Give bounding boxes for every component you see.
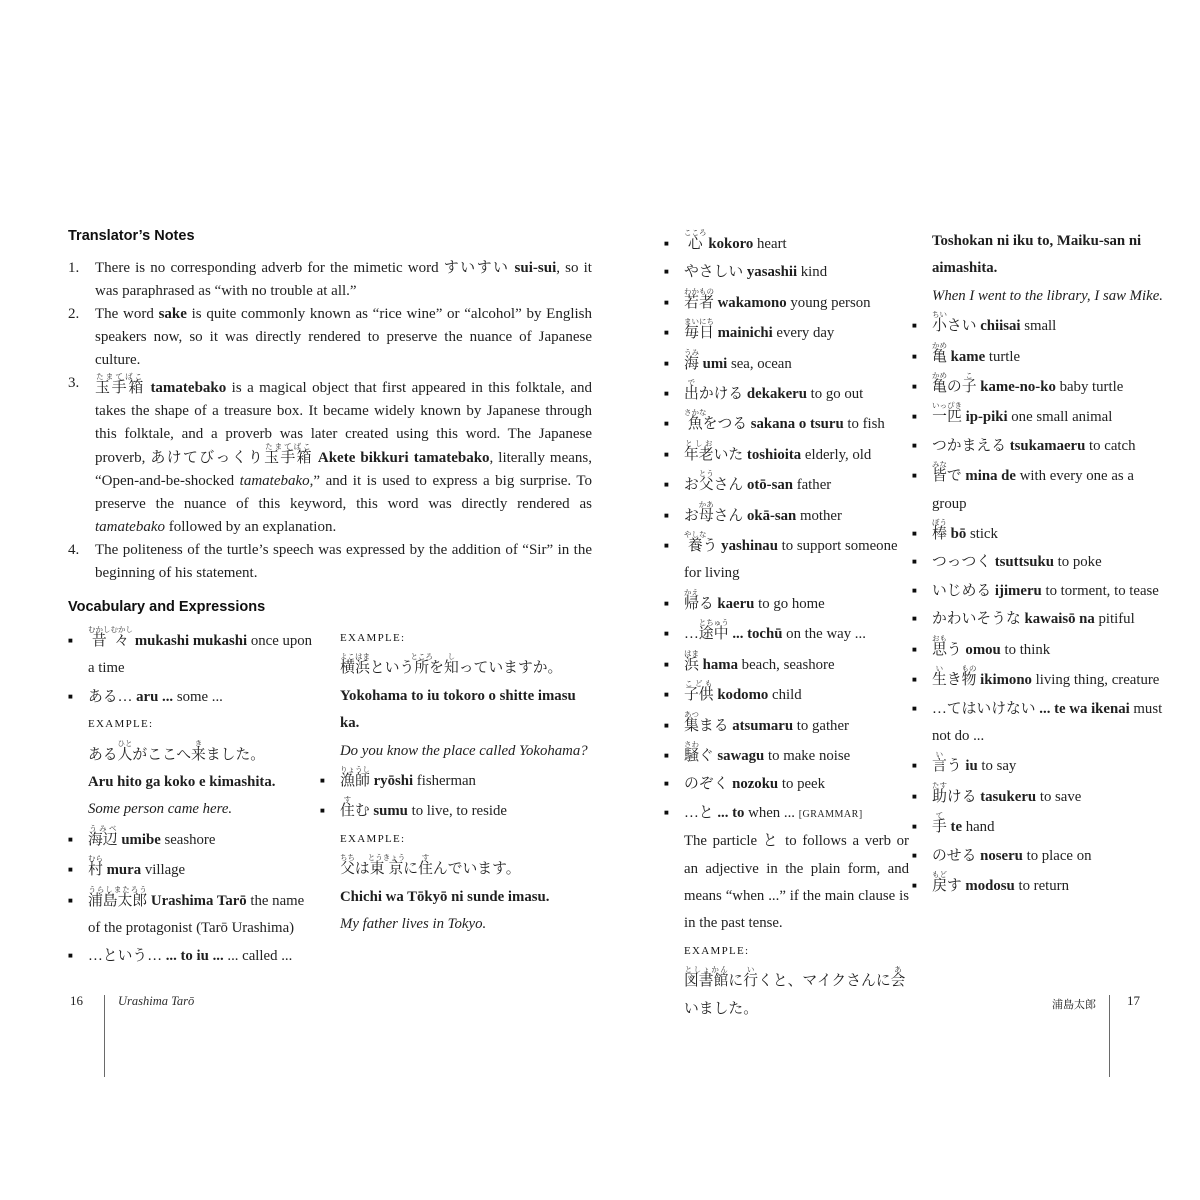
example-translation: When I went to the library, I saw Mike.: [932, 287, 1163, 304]
vocab-japanese: 海辺うみべ: [88, 823, 118, 848]
note-item: [68, 539, 592, 585]
vocab-japanese: お父とうさん: [684, 469, 744, 494]
vocab-entry: [664, 679, 909, 709]
vocab-gloss: fisherman: [416, 773, 476, 790]
vocab-entry: [912, 341, 1164, 371]
vocab-entry: [68, 854, 320, 884]
note-number: 1.: [68, 260, 80, 276]
vocab-gloss: to say: [981, 758, 1017, 775]
vocab-japanese: 漁師りょうし: [340, 765, 370, 790]
vocab-entry: [664, 228, 909, 258]
vocab-example: [68, 711, 320, 824]
bullet-square-icon: ■: [912, 791, 917, 801]
vocab-romaji: ryōshi: [373, 773, 414, 790]
vocab-gloss: ... called ...: [227, 948, 293, 965]
bullet-square-icon: ■: [912, 675, 917, 685]
vocab-entry: [664, 408, 909, 438]
vocab-gloss: child: [772, 687, 802, 704]
vocab-gloss: to support someone for living: [684, 538, 898, 582]
example-romaji: Chichi wa Tōkyō ni sunde imasu.: [340, 888, 550, 905]
vocab-japanese: 助たすける: [932, 780, 977, 805]
vocab-japanese: 子供こども: [684, 679, 714, 704]
vocab-japanese: つっつく: [932, 554, 992, 571]
translators-notes-section: [68, 228, 592, 585]
vocab-japanese: 亀かめ: [932, 340, 947, 365]
vocab-japanese: 出でかける: [684, 378, 744, 403]
vocab-japanese: 騒さわぐ: [684, 739, 714, 764]
bullet-square-icon: ■: [68, 636, 73, 645]
vocab-gloss: turtle: [988, 348, 1021, 365]
vocab-gloss: to place on: [1026, 847, 1092, 864]
vocab-romaji: ... to: [717, 804, 745, 821]
note-item: [68, 303, 592, 372]
vocab-japanese: のぞく: [684, 776, 729, 793]
vocab-japanese: 思おもう: [932, 633, 962, 658]
bullet-square-icon: ■: [912, 644, 917, 654]
notes-title: Translator’s Notes: [68, 228, 195, 244]
vocab-entry: [912, 310, 1164, 340]
bullet-square-icon: ■: [320, 806, 325, 816]
vocab-entry: [664, 710, 909, 740]
vocab-entry: [320, 765, 592, 795]
vocab-entry: [68, 625, 320, 683]
vocab-romaji: aru ...: [136, 688, 174, 705]
vocab-column-3: [664, 228, 909, 1023]
vocab-japanese: 村むら: [88, 854, 103, 879]
bullet-square-icon: ■: [664, 629, 669, 639]
example-japanese: 横浜よこはまという所ところを知しっていますか。: [340, 652, 563, 677]
vocab-gloss: heart: [757, 236, 787, 252]
vocab-note: The particle と to follows a verb or an adjective in the plain form, and means “when ...” if the main clause is in the past tense.: [684, 833, 909, 932]
bullet-square-icon: ■: [664, 389, 669, 399]
vocab-romaji: ijimeru: [994, 582, 1042, 599]
vocab-gloss: hand: [965, 819, 995, 836]
example-label: EXAMPLE:: [684, 944, 750, 957]
left-page-footer: [68, 993, 388, 1085]
vocab-japanese: 小ちいさい: [932, 310, 977, 335]
vocab-example: [664, 938, 909, 1023]
vocab-gloss: beach, seashore: [741, 656, 835, 673]
vocab-gloss: once upon a time: [88, 633, 313, 677]
note-text: The word sake is quite commonly known as “rice wine” or “alcohol” by English speakers now, so it was directly rendered to preserve the nuance of Japanese culture.: [95, 306, 592, 368]
bullet-square-icon: ■: [664, 297, 669, 307]
vocab-japanese: かわいそうな: [932, 611, 1021, 628]
vocab-romaji: atsumaru: [732, 717, 794, 734]
bullet-square-icon: ■: [664, 807, 669, 817]
vocab-japanese: 一匹いっぴき: [932, 401, 962, 426]
vocab-romaji: yashinau: [721, 538, 778, 555]
vocab-entry: [664, 649, 909, 679]
bullet-square-icon: ■: [68, 691, 73, 701]
vocab-gloss: sea, ocean: [730, 355, 792, 372]
vocab-entry: [912, 577, 1164, 605]
vocab-japanese: …てはいけない: [932, 700, 1036, 717]
vocab-romaji: kaeru: [717, 595, 755, 612]
bullet-square-icon: ■: [912, 351, 917, 361]
vocab-gloss: seashore: [164, 831, 216, 848]
vocab-romaji: yasashii: [746, 264, 798, 281]
bullet-square-icon: ■: [664, 779, 669, 789]
bullet-square-icon: ■: [912, 585, 917, 595]
vocab-romaji: kodomo: [717, 687, 769, 704]
bullet-square-icon: ■: [912, 382, 917, 392]
vocab-gloss: to gather: [796, 717, 849, 734]
vocab-japanese: 生いき物もの: [932, 664, 977, 689]
vocab-entry: [664, 317, 909, 347]
vocab-gloss: young person: [790, 294, 871, 311]
vocab-gloss: on the way ...: [786, 626, 866, 643]
bullet-square-icon: ■: [664, 659, 669, 669]
note-number: 4.: [68, 542, 80, 558]
note-number: 2.: [68, 306, 80, 322]
vocab-gloss: to go out: [810, 386, 864, 403]
vocab-romaji: kame-no-ko: [980, 379, 1056, 396]
vocab-entry: [68, 824, 320, 854]
vocab-romaji: ... to iu ...: [165, 948, 224, 965]
vocab-romaji: hama: [702, 656, 738, 673]
vocab-romaji: ip-piki: [965, 409, 1008, 426]
vocab-romaji: modosu: [965, 877, 1015, 894]
bullet-square-icon: ■: [68, 865, 73, 875]
note-item: [68, 257, 592, 303]
vocab-gloss: to go home: [758, 595, 825, 612]
vocab-entry: [912, 750, 1164, 780]
vocab-entry: [664, 799, 909, 938]
vocab-entry: [664, 740, 909, 770]
vocab-gloss: with every one as a group: [932, 468, 1134, 512]
bullet-square-icon: ■: [912, 471, 917, 481]
example-romaji: Yokohama to iu tokoro o shitte imasu ka.: [340, 687, 576, 732]
vocab-romaji: kokoro: [708, 236, 754, 252]
vocab-romaji: te: [950, 819, 963, 836]
vocab-entry: [664, 530, 909, 588]
vocab-japanese: 戻もどす: [932, 869, 962, 894]
vocab-japanese: 若者わかもの: [684, 286, 714, 311]
vocab-romaji: dekakeru: [746, 386, 807, 403]
bullet-square-icon: ■: [664, 480, 669, 490]
example-translation: Do you know the place called Yokohama?: [340, 742, 588, 759]
bullet-square-icon: ■: [68, 951, 73, 961]
vocab-example: [912, 228, 1164, 310]
vocab-gloss: the name of the protagonist (Tarō Urashima): [88, 892, 305, 937]
example-romaji: Aru hito ga koko e kimashita.: [88, 774, 276, 791]
vocab-gloss: village: [144, 862, 186, 879]
vocab-japanese: 海うみ: [684, 347, 699, 372]
vocab-romaji: otō-san: [746, 477, 793, 494]
vocab-japanese: 心こころ: [684, 228, 707, 252]
vocab-entry: [664, 348, 909, 378]
example-label: EXAMPLE:: [340, 832, 406, 845]
vocab-romaji: ... te wa ikenai: [1039, 700, 1130, 717]
vocab-romaji: okā-san: [746, 507, 797, 524]
vocab-gloss: kind: [800, 264, 828, 281]
vocab-entry: [912, 811, 1164, 841]
right-running-title: 浦島太郎: [1052, 999, 1096, 1011]
vocab-romaji: sumu: [373, 803, 408, 820]
vocab-gloss: to poke: [1057, 554, 1102, 571]
vocab-japanese: 養やしなう: [684, 530, 718, 555]
vocab-gloss: mother: [799, 507, 842, 524]
vocab-example: [320, 625, 592, 765]
bullet-square-icon: ■: [664, 449, 669, 459]
vocab-gloss: some ...: [176, 688, 223, 705]
vocab-romaji: sakana o tsuru: [750, 416, 844, 433]
vocab-romaji: omou: [965, 641, 1001, 658]
vocab-entry: [68, 942, 320, 970]
note-item: [68, 372, 592, 539]
vocab-romaji: tsukamaeru: [1009, 437, 1086, 454]
example-translation: Some person came here.: [88, 801, 233, 818]
bullet-square-icon: ■: [912, 321, 917, 331]
vocab-entry: [912, 781, 1164, 811]
bullet-square-icon: ■: [912, 412, 917, 422]
example-label: EXAMPLE:: [88, 718, 154, 731]
bullet-square-icon: ■: [912, 761, 917, 771]
vocab-japanese: 浜はま: [684, 648, 699, 673]
vocab-entry: [912, 634, 1164, 664]
vocab-japanese: のせる: [932, 847, 977, 864]
vocab-gloss: to catch: [1089, 437, 1136, 454]
vocab-japanese: つかまえる: [932, 437, 1006, 454]
vocab-entry: [664, 287, 909, 317]
vocab-gloss: to return: [1018, 877, 1070, 894]
bullet-square-icon: ■: [68, 895, 73, 905]
vocab-entry: [912, 664, 1164, 694]
vocab-romaji: kawaisō na: [1024, 611, 1095, 628]
bullet-square-icon: ■: [664, 598, 669, 608]
vocab-gloss: must not do ...: [932, 700, 1163, 744]
vocab-japanese: 魚さかなをつる: [684, 408, 748, 433]
vocab-japanese: お母かあさん: [684, 499, 744, 524]
vocab-entry: [912, 518, 1164, 548]
bullet-square-icon: ■: [664, 750, 669, 760]
vocab-gloss: to fish: [847, 416, 885, 433]
vocab-gloss: baby turtle: [1059, 379, 1124, 396]
vocab-entry: [68, 885, 320, 943]
vocab-romaji: sawagu: [717, 747, 765, 764]
vocab-gloss: living thing, creature: [1035, 672, 1160, 689]
vocab-japanese: 年老としおいた: [684, 438, 744, 463]
vocab-japanese: 毎日まいにち: [684, 317, 714, 342]
vocab-japanese: 帰かえる: [684, 587, 714, 612]
vocab-gloss: father: [796, 477, 832, 494]
vocab-column-4: [912, 228, 1164, 900]
bullet-square-icon: ■: [912, 614, 917, 624]
bullet-square-icon: ■: [664, 267, 669, 277]
vocab-entry: [664, 770, 909, 798]
vocab-column-1: [68, 625, 320, 971]
vocab-romaji: kame: [950, 348, 986, 365]
vocab-romaji: mura: [106, 862, 142, 879]
vocab-gloss: to save: [1039, 788, 1082, 805]
vocab-gloss: to torment, to tease: [1045, 582, 1159, 599]
bullet-square-icon: ■: [912, 880, 917, 890]
vocab-entry: [664, 588, 909, 618]
example-japanese: ある人ひとがここへ来きました。: [88, 738, 266, 763]
vocab-entry: [68, 683, 320, 711]
note-text: There is no corresponding adverb for the mimetic word すいすい sui-sui, so it was paraphrased as “with no trouble at all.”: [95, 260, 592, 299]
vocab-romaji: ... tochū: [732, 626, 783, 643]
bullet-square-icon: ■: [664, 690, 669, 700]
vocab-entry: [664, 500, 909, 530]
vocab-entry: [912, 371, 1164, 401]
vocab-gloss: to peek: [781, 776, 826, 793]
example-romaji: Toshokan ni iku to, Maiku-san ni aimashita.: [932, 233, 1142, 277]
vocab-gloss: when ...: [748, 804, 795, 821]
vocab-romaji: mina de: [965, 468, 1016, 485]
footer-divider-right: [1109, 995, 1110, 1077]
vocab-japanese: いじめる: [932, 582, 992, 599]
vocab-japanese: 昔々むかしむかし: [88, 625, 133, 649]
vocab-entry: [664, 469, 909, 499]
example-japanese: 父ちちは東京とうきょうに住すんでいます。: [340, 853, 521, 878]
vocab-entry: [912, 870, 1164, 900]
vocab-entry: [664, 258, 909, 286]
example-translation: My father lives in Tokyo.: [340, 916, 487, 933]
vocab-japanese: やさしい: [684, 264, 744, 281]
note-text: 玉手箱たまてばこ tamatebako is a magical object that first appeared in this folktale, and takes the shape of a treasure box. It became widely known by Japanese through this folktale, and a proverb was later created using this word. The Japanese proverb, あけてびっくり玉手箱たまてばこ Akete bikkuri tamatebako, literally means, “Open-and-be-shocked tamatebako,” and it is used to express a big surprise. To preserve the nuance of this keyword, this word was directly rendered as tamatebako followed by an explanation.: [95, 372, 593, 535]
bullet-square-icon: ■: [664, 358, 669, 368]
vocab-column-2: [320, 625, 592, 938]
footer-divider-left: [104, 995, 105, 1077]
vocab-japanese: 浦島太郎うらしまたろう: [88, 884, 148, 909]
vocab-romaji: ikimono: [980, 672, 1032, 689]
vocab-entry: [664, 618, 909, 648]
vocab-romaji: Urashima Tarō: [150, 892, 247, 909]
vocab-romaji: bō: [950, 526, 967, 543]
note-number: 3.: [68, 375, 80, 391]
vocab-japanese: 皆みなで: [932, 460, 962, 485]
vocab-entry: [664, 378, 909, 408]
bullet-square-icon: ■: [664, 720, 669, 730]
vocab-entry: [912, 548, 1164, 576]
vocab-entry: [320, 795, 592, 825]
bullet-square-icon: ■: [912, 822, 917, 832]
vocab-japanese: …途中とちゅう: [684, 618, 729, 643]
vocab-romaji: umibe: [121, 831, 161, 848]
bullet-square-icon: ■: [664, 328, 669, 338]
vocab-gloss: elderly, old: [804, 446, 872, 463]
vocab-japanese: 言いう: [932, 750, 962, 775]
bullet-square-icon: ■: [320, 776, 325, 786]
vocab-gloss: every day: [776, 325, 835, 342]
bullet-square-icon: ■: [664, 510, 669, 520]
bullet-square-icon: ■: [664, 419, 669, 429]
vocab-japanese: …と: [684, 804, 714, 821]
grammar-tag: [GRAMMAR]: [798, 808, 863, 820]
bullet-square-icon: ■: [912, 850, 917, 860]
vocab-entry: [912, 460, 1164, 518]
vocab-entry: [912, 695, 1164, 751]
vocab-romaji: noseru: [980, 847, 1023, 864]
left-page-number: 16: [70, 993, 83, 1008]
vocab-title: Vocabulary and Expressions: [68, 599, 266, 615]
bullet-square-icon: ■: [664, 541, 669, 551]
example-japanese: 図書館としょかんに行いくと、マイクさんに会あいました。: [684, 965, 906, 1017]
vocab-gloss: small: [1024, 318, 1057, 335]
vocab-japanese: …という…: [88, 948, 162, 965]
vocab-entry: [912, 432, 1164, 460]
left-running-title: Urashima Tarō: [118, 994, 195, 1008]
vocab-entry: [664, 439, 909, 469]
vocab-japanese: 集あつまる: [684, 709, 729, 734]
vocab-japanese: 棒ぼう: [932, 518, 947, 543]
vocab-japanese: 亀かめの子こ: [932, 371, 977, 396]
bullet-square-icon: ■: [912, 529, 917, 539]
vocab-japanese: ある…: [88, 688, 133, 705]
vocab-entry: [912, 842, 1164, 870]
vocab-japanese: 手て: [932, 811, 947, 836]
notes-list: [68, 257, 592, 585]
vocab-romaji: chiisai: [980, 318, 1021, 335]
bullet-square-icon: ■: [912, 557, 917, 567]
vocab-romaji: wakamono: [717, 294, 787, 311]
vocab-romaji: nozoku: [732, 776, 779, 793]
vocab-gloss: to make noise: [768, 747, 851, 764]
vocab-romaji: tasukeru: [980, 788, 1037, 805]
right-page-footer: [960, 993, 1160, 1085]
vocab-romaji: tsuttsuku: [994, 554, 1054, 571]
vocab-gloss: to live, to reside: [411, 803, 507, 820]
bullet-square-icon: ■: [912, 440, 917, 450]
bullet-square-icon: ■: [912, 703, 917, 713]
vocab-gloss: stick: [969, 526, 998, 543]
bullet-square-icon: ■: [664, 239, 669, 248]
vocab-gloss: one small animal: [1011, 409, 1113, 426]
vocab-romaji: iu: [965, 758, 978, 775]
vocab-gloss: to think: [1004, 641, 1051, 658]
vocab-gloss: pitiful: [1098, 611, 1135, 628]
bullet-square-icon: ■: [68, 834, 73, 844]
vocab-romaji: toshioita: [746, 446, 802, 463]
vocab-japanese: 住すむ: [340, 795, 370, 820]
note-text: The politeness of the turtle’s speech was expressed by the addition of “Sir” in the beginning of his statement.: [95, 542, 592, 581]
vocab-romaji: umi: [702, 355, 728, 372]
vocab-entry: [912, 605, 1164, 633]
right-page-number: 17: [1127, 993, 1140, 1008]
example-label: EXAMPLE:: [340, 632, 406, 644]
vocab-romaji: mukashi mukashi: [134, 633, 248, 649]
vocab-entry: [912, 401, 1164, 431]
vocab-example: [320, 826, 592, 939]
vocab-romaji: mainichi: [717, 325, 773, 342]
